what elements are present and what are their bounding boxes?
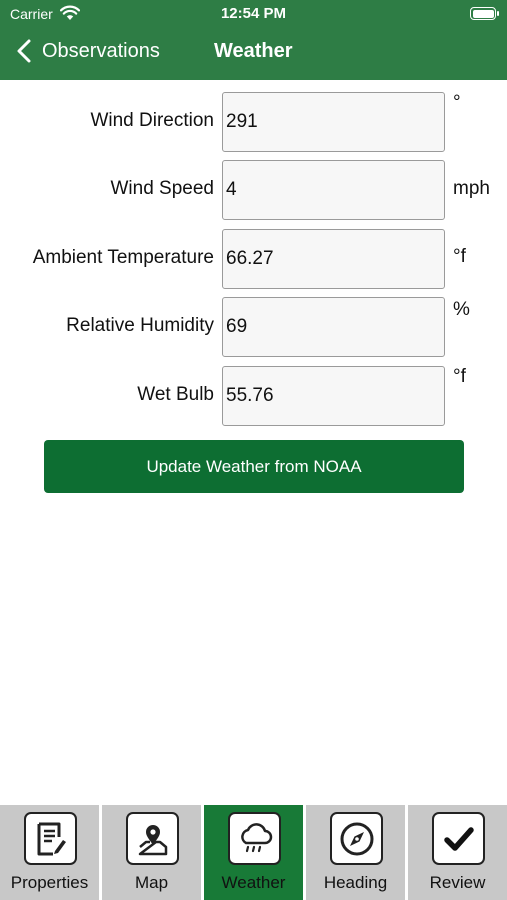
tab-review[interactable] [408, 805, 507, 900]
document-icon [24, 812, 77, 865]
tab-map[interactable] [102, 805, 201, 900]
carrier-label: Carrier [10, 6, 53, 22]
rain-cloud-icon [228, 812, 281, 865]
field-label: Relative Humidity [66, 315, 214, 336]
field-label: Wind Direction [90, 110, 214, 131]
tab-heading[interactable] [306, 805, 405, 900]
compass-icon [330, 812, 383, 865]
map-pin-icon [126, 812, 179, 865]
wind-direction-input[interactable] [222, 92, 445, 152]
field-label: Wet Bulb [137, 384, 214, 405]
status-bar [0, 0, 507, 28]
tab-label: Properties [10, 873, 89, 892]
field-row-wet-bulb [0, 366, 507, 426]
wet-bulb-input[interactable] [222, 366, 445, 426]
tab-label: Heading [323, 873, 388, 892]
tab-bar [0, 805, 507, 900]
field-row-ambient-temperature [0, 229, 507, 289]
wind-speed-input[interactable] [222, 160, 445, 220]
page-title: Weather [214, 40, 293, 62]
tab-weather[interactable] [204, 805, 303, 900]
field-row-relative-humidity [0, 297, 507, 357]
battery-icon [470, 7, 496, 20]
ambient-temperature-input[interactable] [222, 229, 445, 289]
tab-label: Review [429, 873, 486, 892]
status-time: 12:54 PM [220, 5, 287, 22]
relative-humidity-input[interactable] [222, 297, 445, 357]
field-unit: ° [453, 92, 461, 113]
nav-bar [0, 28, 507, 78]
field-unit: mph [453, 178, 490, 199]
field-label: Ambient Temperature [32, 247, 214, 268]
field-unit: °f [453, 246, 466, 267]
field-row-wind-speed [0, 160, 507, 220]
field-unit: % [453, 299, 470, 320]
update-weather-button[interactable]: Update Weather from NOAA [44, 440, 464, 493]
header [0, 0, 507, 80]
field-label: Wind Speed [110, 178, 214, 199]
back-label: Observations [42, 39, 160, 62]
back-button[interactable] [14, 38, 160, 64]
field-unit: °f [453, 366, 466, 387]
tab-properties[interactable] [0, 805, 99, 900]
chevron-left-icon [14, 38, 36, 64]
field-row-wind-direction [0, 92, 507, 152]
tab-label: Weather [221, 873, 286, 892]
checkmark-icon [432, 812, 485, 865]
tab-label: Map [134, 873, 169, 892]
